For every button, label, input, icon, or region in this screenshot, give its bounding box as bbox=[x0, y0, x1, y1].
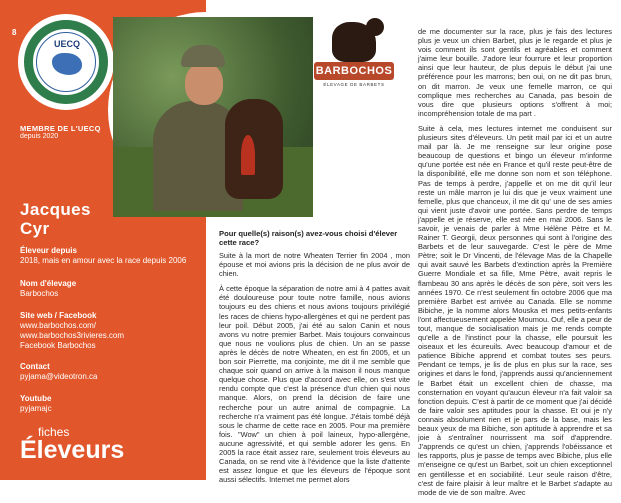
paragraph: À cette époque la séparation de notre ami à 4 pattes avait été douloureuse pour toute notre famille, nous avions toujours eu des chiens et nous avions toujours privilégié les races de chiens hypo-allergènes et qui ne perdent pas leur poil. Début 2005, j'ai été au salon Canin et nous avons vu notre premier Barbet. Mais toujours convaincus que nous ne voulions plus de chien. Un an se passe après le décès de notre Wheaten, en est fin 2005, et un bon soir Pierrette, ma conjointe, me dit il me semble que chaque soir quand on arrive à la maison il nous manque quelque chose. Plus que d'accord avec elle, on s'est vite rendu compte que c'est la présence d'un chien qui nous manque. Alors, on prend la décision de faire une recherche pour un autre animal de compagnie. La recherche n'a vraiment pas été longue. J'étais tombé déjà sous le charme de cette race en 2005. Pour ma première fois. "Wow" un chien à poil laineux, hypo-allergène, aucune agressivité, et qui semble adorer les gens. En 2005 la race était assez rare, seulement trois éleveurs au Canada, on se rend vite à l'évidence que la liste d'attente est assez longue et que les éleveurs de l'époque sont aussi sélectifs. Internet me permet alors bbox=[219, 284, 410, 485]
youtube-handle[interactable]: pyjamajc bbox=[20, 404, 52, 413]
field-label-web: Site web / Facebook bbox=[20, 311, 97, 320]
logo-abbr: UECQ bbox=[53, 39, 80, 49]
barbochos-logo bbox=[314, 18, 394, 94]
member-since: depuis 2020 bbox=[20, 133, 59, 140]
breeder-last-name: Cyr bbox=[20, 219, 50, 238]
section-small-title: fiches bbox=[38, 425, 70, 439]
breeder-photo bbox=[108, 12, 304, 208]
brand-subtitle: ÉLEVAGE DE BARBETS bbox=[323, 82, 385, 87]
facebook-link[interactable]: Facebook Barbochos bbox=[20, 341, 96, 350]
field-label-contact: Contact bbox=[20, 362, 50, 371]
paragraph: de me documenter sur la race, plus je fais des lectures plus je veux un chien Barbet, plus je le regarde et plus je vois comment ils sont gentils et agréables et comment j'aime leur bouille. J'adore leur fourrure et leur proportion ainsi que leur hauteur, de plus depuis le début j'ai une préférence pour les marrons; ben oui, on ne dit pas brun, on dit marron. Je veux une femelle marron, ce qui complique mes recherches au Canada, pas besoin de vous dire que plusieurs options s'offrent à moi; incompréhension totale de ma part . bbox=[418, 27, 612, 118]
website-link-2[interactable]: www.barbochos3rivieres.com bbox=[20, 331, 125, 340]
photo-person-face bbox=[185, 63, 223, 105]
contact-email[interactable]: pyjama@videotron.ca bbox=[20, 372, 98, 381]
paragraph: Suite à la mort de notre Wheaten Terrier fin 2004 , mon épouse et moi avions pris la décision de ne plus avoir de chien. bbox=[219, 251, 410, 279]
field-label-kennel: Nom d'élevage bbox=[20, 279, 77, 288]
article-column-right bbox=[418, 27, 612, 503]
dog-head-icon bbox=[366, 18, 384, 36]
brand-name: BARBOCHOS bbox=[314, 62, 394, 80]
logo-inner bbox=[36, 32, 96, 92]
paragraph: Suite à cela, mes lectures internet me conduisent sur plusieurs sites d'éleveurs. Un petit mail par ici et un autre mail par là. Je me renseigne sur leur origine pose beaucoup de questions et bingo un éleveur m'informe qu'une portée est née en France et qu'il reste peut-être de la disponibilité, elle me donne son nom et son téléphone. Pas de temps à perdre, j'appelle et on me dit qu'il leur reste un mâle marron je lui dis que je veux vraiment une femelle, plus que chanceux, il me dit qu' une de ses amies qui vient juste d'avoir une portée. Sans perdre de temps j'appelle et je réserve, elle est née en mai 2006. Sans le savoir, je venais de parler à Mme Hélène Pètre et M. Rainer T. Georgii, deux personnes qui sont à l'origine des Barbets et de leur sauvegarde. C'est le père de Mme Pètre; soit le Dr Vincenti, de l'élevage Mas de la Chapelle qui avait sauvé les Barbets d'extinction après la Première Guerre Mondiale et sa fille, Mme Pètre, avait repris le flambeau 30 ans après le décès de son père, soit vers les années 1970. Ce n'est seulement fin octobre 2006 que ma première Barbet est arrivée au Canada. Elle se nomme Bibiche, je la nomme alors Mouska et mes petits-enfants l'ont affectueusement appelée Moumou. Ouf, elle a peur de tout, manque de socialisation mais je me rends compte qu'elle a de l'instinct pour la chasse, elle poursuit les oiseaux et les écureuils. Avec beaucoup d'amour et de patience Bibiche apprend et combat toutes ses peurs. Pendant ce temps, je lis de plus en plus sur la race, ses origines et dans le fond, j'apprends aussi qu'anciennement le Barbet était un excellent chien de chasse, ma consternation en voyant qu'aucun éleveur n'a fait valoir sa fonction depuis. C'est à partir de ce moment que j'ai décidé de faire valoir ses aptitudes pour la chasse. Et oui je n'y connais absolument rien et je pars de la base, mais les beaux yeux de ma Bibiche, son aptitude à apprendre et sa joie à s'entraîner nourrissent ma soif d'apprendre. J'apprends ce qu'est un chien, j'apprends l'obéissance et les rapports, plus je passe de temps avec Bibiche, plus elle m'enseigne ce qu'est un Barbet, soit un chien exceptionnel en gentillesse et en sociabilité. Leur seule raison d'être, c'est de faire plaisir à leur maître et le Barbet s'adapte au mode de vie de son maître. Avec bbox=[418, 123, 612, 497]
field-label-since: Éleveur depuis bbox=[20, 246, 77, 255]
section-big-title: Éleveurs bbox=[20, 436, 125, 464]
member-label: MEMBRE DE L'UECQ bbox=[20, 124, 101, 133]
quebec-map-icon bbox=[52, 53, 82, 75]
page-number: 8 bbox=[12, 28, 17, 37]
uecq-logo bbox=[18, 14, 114, 110]
article-question: Pour quelle(s) raison(s) avez-vous choisi d'élever cette race? bbox=[219, 229, 398, 248]
website-link[interactable]: www.barbochos.com/ bbox=[20, 321, 97, 330]
article-column-middle bbox=[219, 251, 410, 490]
field-value-kennel: Barbochos bbox=[20, 289, 59, 298]
field-label-youtube: Youtube bbox=[20, 394, 52, 403]
field-value-since: 2018, mais en amour avec la race depuis 2006 bbox=[20, 256, 187, 265]
breeder-first-name: Jacques bbox=[20, 200, 91, 219]
award-ribbon-icon bbox=[241, 135, 255, 175]
